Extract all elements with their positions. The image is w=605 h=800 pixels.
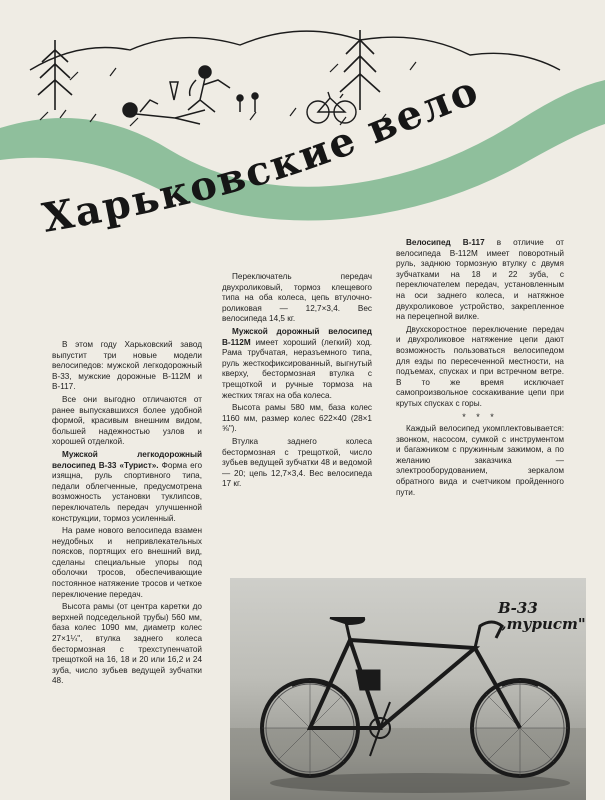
v33-text: Форма его изящна, руль спортивного типа, педали облегченные, предусмотрена возможность установки туклипсов, переключатель передач улучшенной конструкции, тормоз усиленный. (52, 460, 203, 523)
v33-paragraph (52, 450, 202, 524)
column-2 (222, 272, 372, 492)
v117-text: в отличие от велосипеда В-112М имеет поворотный руль, заднюю тормозную втулку с двумя зубчатками на 18 и 22 зуба, с переключателем передач, установленным на оси заднего колеса, и натяжное двухроликовое устройство, закрепленное на перецепной вилке. (396, 238, 564, 322)
v33-lead: Мужской легкодорожный велосипед В-33 «Турист». (52, 449, 202, 470)
v112m-lead: Мужской дорожный велосипед В-112М (222, 326, 372, 347)
v33-paragraph-3: Высота рамы (от центра каретки до верхней подседельной трубы) 560 мм, база колес 1090 мм, диаметр колес 27×1¼", втулка заднего колеса бестормозная с трехступенчатой трещоткой на 16, 18 и 20 или 16,2 и 24 зуба, число зубьев ведущей зубчатки 48. (52, 602, 202, 686)
v33-paragraph-2: На раме нового велосипеда взамен неудобных и непривлекательных поясков, портящих его внешний вид, сделаны специальные упоры под оболочки тросов, обеспечивающие постоянное натяжение тросов и четкое переключение передач. (52, 526, 202, 599)
v112m-paragraph-3: Втулка заднего колеса бестормозная с трещоткой, число зубьев ведущей зубчатки 48 и ведомой — 20; цепь 12,7×3,4. Вес велосипеда 17 кг. (222, 436, 372, 489)
v117-paragraph (396, 238, 564, 323)
v33-paragraph-4: Переключатель передач двухроликовый, тормоз клещевого типа на оба колеса, цепь втулочно-роликовая — 12,7×3,4. Вес велосипеда 14,5 кг. (222, 272, 372, 324)
photo-caption-name: „турист" (498, 615, 586, 633)
photo-caption-model: В-33 (498, 599, 538, 617)
bicycle-photo (230, 578, 586, 800)
section-stars: * * * (462, 411, 498, 422)
header-illustration (0, 0, 605, 250)
intro-paragraph-1: В этом году Харьковский завод выпустит три новые модели велосипедов: мужской легкодорожный В-33, мужские дорожные В-112М и В-117. (52, 340, 202, 392)
v117-lead: Велосипед В-117 (406, 238, 485, 247)
column-3 (396, 238, 564, 500)
intro-paragraph-2: Все они выгодно отличаются от ранее выпускавшихся более удобной формой, красивым внешним видом, большей надежностью узлов и хорошей отделкой. (52, 394, 202, 447)
column-1 (52, 340, 202, 689)
v112m-text: имеет хороший (легкий) ход. Рама трубчатая, неразъемного типа, руль жесткофиксированный, выгнутый кверху, бестормозная втулка с трещоткой и ручные тормоза на жестких тягах на оба колеса. (222, 337, 372, 400)
v112m-paragraph (222, 327, 372, 401)
equipment-note: Каждый велосипед укомплектовывается: звонком, насосом, сумкой с инструментом и багажником с пружинным зажимом, а по желанию заказчика — электрооборудованием, зеркалом обратного вида и счетчиком пройденного пути. (396, 424, 564, 497)
v112m-paragraph-2: Высота рамы 580 мм, база колес 1160 мм, размер колес 622×40 (28×1 ⅝"). (222, 403, 372, 434)
headline: Харьковские вело (39, 66, 486, 242)
photo-caption (498, 600, 586, 632)
v117-paragraph-2: Двухскоростное переключение передач и двухроликовое натяжение цепи дают возможность пользоваться велосипедом для езды по пересеченной местности, на подъемах, спусках и при встречном ветре. В то же время исключает самопроизвольное соскакивание цепи при крутых спусках с горы. (396, 324, 564, 408)
